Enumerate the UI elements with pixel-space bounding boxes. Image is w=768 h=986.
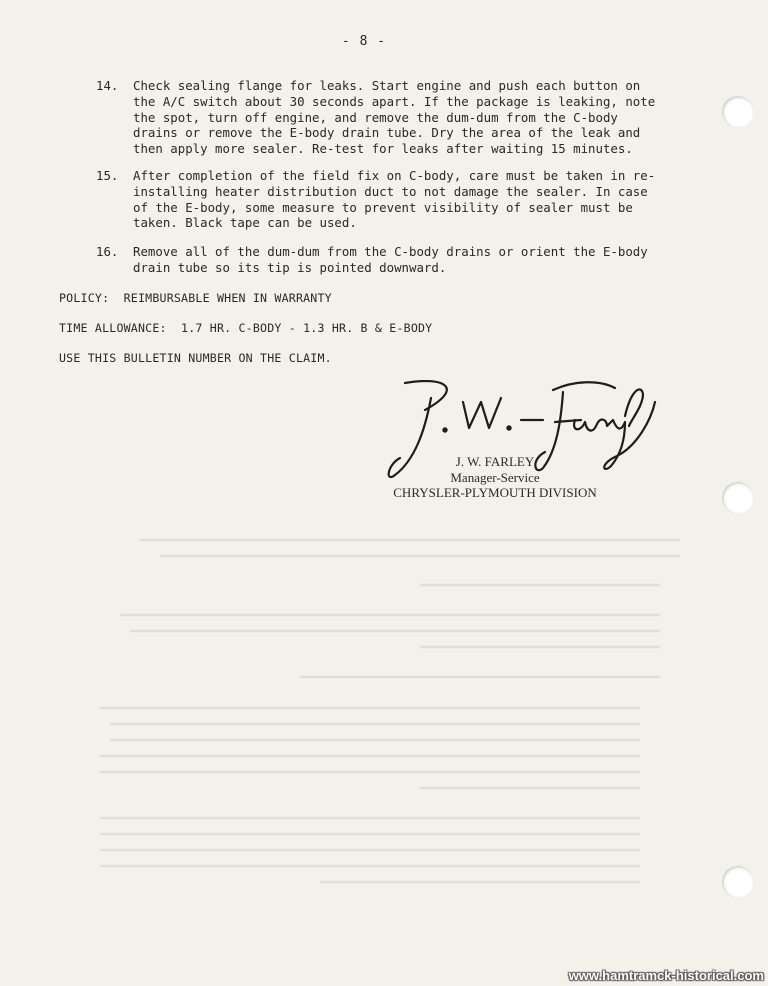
- item-number: 16.: [96, 244, 119, 259]
- signature-block: [390, 454, 600, 501]
- list-item: [96, 78, 686, 157]
- list-item: [96, 244, 686, 276]
- item-text: Check sealing flange for leaks. Start engine and push each button on the A/C switch about 30 seconds apart. If the package is leaking, note the spot, turn off engine, and remove the dum-dum from the C-body drains or remove the E-body drain tube. Dry the area of the leak and then apply more sealer. Re-test for leaks after waiting 15 minutes.: [133, 78, 656, 157]
- punch-hole: [722, 866, 754, 898]
- signer-name: J. W. FARLEY: [455, 454, 535, 469]
- item-text: Remove all of the dum-dum from the C-body drains or orient the E-body drain tube so its tip is pointed downward.: [133, 244, 648, 275]
- signer-division: CHRYSLER-PLYMOUTH DIVISION: [393, 485, 597, 501]
- policy-line: POLICY: REIMBURSABLE WHEN IN WARRANTY: [59, 291, 332, 305]
- item-number: 15.: [96, 168, 119, 183]
- punch-hole: [722, 482, 754, 514]
- time-allowance-line: TIME ALLOWANCE: 1.7 HR. C-BODY - 1.3 HR. B & E-BODY: [59, 321, 433, 335]
- claim-note-line: USE THIS BULLETIN NUMBER ON THE CLAIM.: [59, 351, 332, 365]
- punch-hole: [722, 96, 754, 128]
- watermark: www.hamtramck-historical.com: [568, 968, 764, 983]
- list-item: [96, 168, 686, 231]
- page-number: - 8 -: [341, 34, 387, 49]
- item-text: After completion of the field fix on C-body, care must be taken in re- installing heater distribution duct to not damage the sealer. In case of the E-body, some measure to prevent visibility of sealer must be taken. Black tape can be used.: [133, 168, 656, 231]
- item-number: 14.: [96, 78, 119, 93]
- signer-title: Manager-Service: [450, 469, 540, 485]
- bleed-through-texture: [40, 200, 720, 900]
